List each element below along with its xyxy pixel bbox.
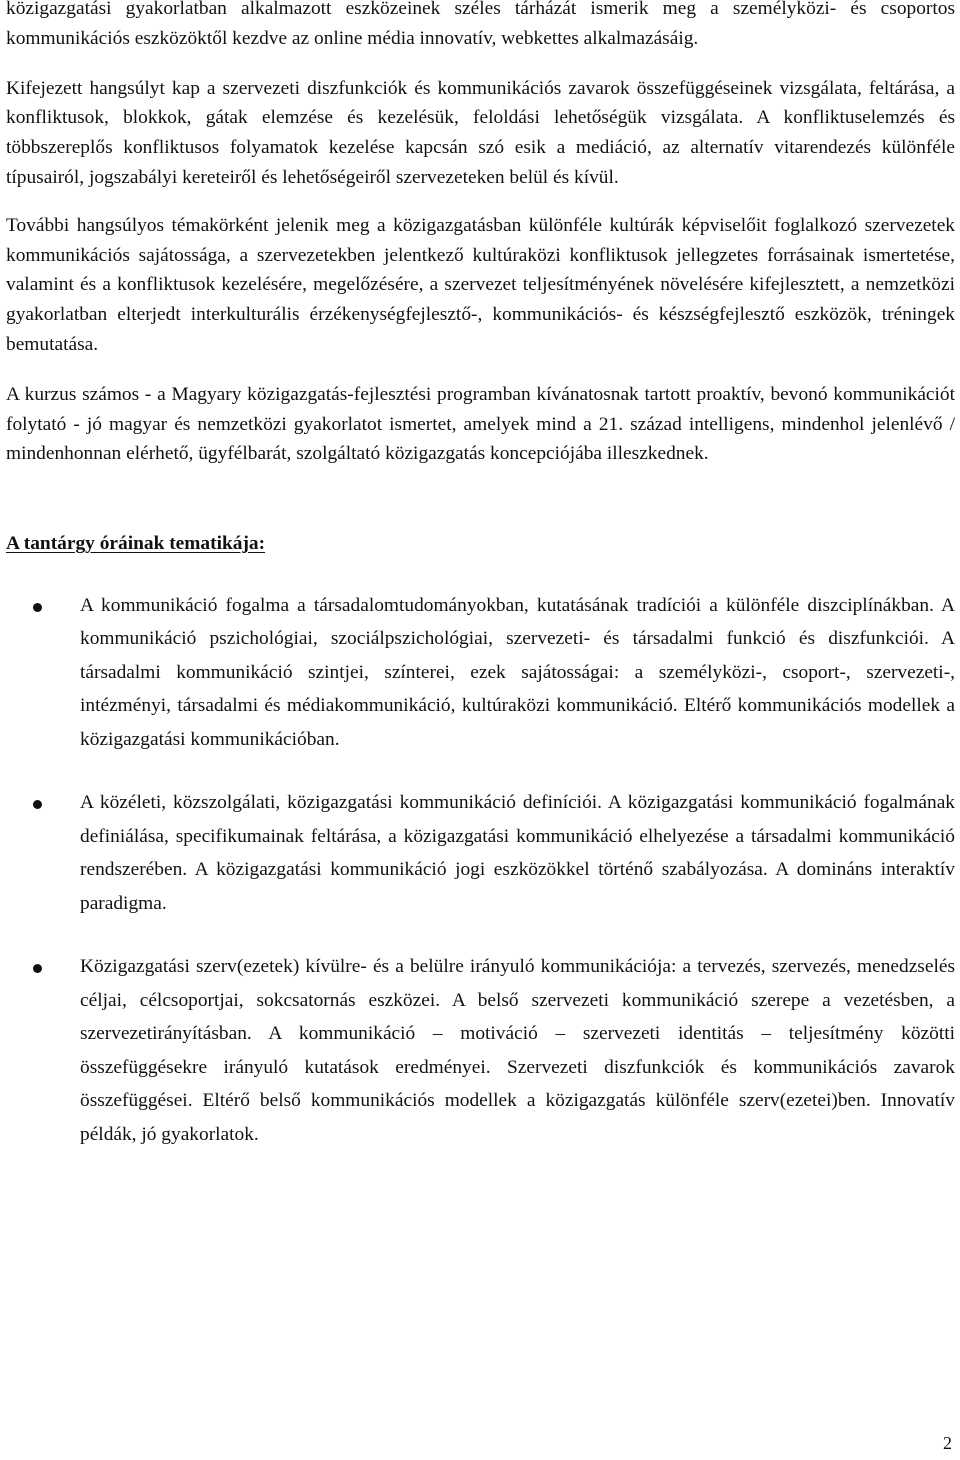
bullet-icon (33, 800, 42, 809)
page-number: 2 (943, 1433, 952, 1453)
topic-item (6, 950, 955, 1151)
document-page (6, 0, 955, 1181)
bullet-icon (33, 964, 42, 973)
paragraph-good-practices: A kurzus számos - a Magyary közigazgatás-fejlesztési programban kívánatosnak tartott proaktív, bevonó kommunikációt folytató - jó magyar és nemzetközi gyakorlatot ismertet, amelyek mind a 21. század intelligens, mindenhol jelenlévő / mindenhonnan elérhető, ügyfélbarát, szolgáltató közigazgatás koncepciójába illeszkednek. (6, 383, 955, 465)
section-heading: A tantárgy óráinak tematikája: (6, 533, 266, 555)
topic-text: Közigazgatási szerv(ezetek) kívülre- és a belülre irányuló kommunikációja: a tervezés, szervezés, menedzselés céljai, célcsoportjai, sokcsatornás eszközei. A belső szervezeti kommunikáció szerepe a vezetésben, a szervezetirányításban. A kommunikáció – motiváció – szervezeti identitás – teljesítmény közötti összefüggésekre irányuló kutatások eredményei. Szervezeti diszfunkciók és kommunikációs zavarok összefüggései. Eltérő belső kommunikációs modellek a közigazgatás különféle szerv(ezetei)ben. Innovatív példák, jó gyakorlatok. (80, 956, 955, 1145)
topic-list (6, 589, 955, 1152)
topic-item (6, 786, 955, 920)
paragraph-dysfunctions: Kifejezett hangsúlyt kap a szervezeti diszfunkciók és kommunikációs zavarok összefüggéseinek vizsgálata, feltárása, a konfliktusok, blokkok, gátak elemzése és kezelésük, feloldási lehetőségük vizsgálata. A konfliktuselemzés és többszereplős konfliktusos folyamatok kezelése kapcsán szó esik a mediáció, az alternatív vitarendezés különféle típusairól, jogszabályi kereteiről és lehetőségeiről szervezeteken belül és kívül. (6, 77, 955, 188)
paragraph-intercultural: További hangsúlyos témakörként jelenik meg a közigazgatásban különféle kultúrák képviselőit foglalkozó szervezetek kommunikációs sajátossága, a szervezetekben jelentkező kultúraközi konfliktusok jellegzetes forrásainak ismertetése, valamint és a konfliktusok kezelésére, megelőzésére, a szervezet teljesítményének növelésére kifejlesztett, a nemzetközi gyakorlatban elterjedt interkulturális érzékenységfejlesztő-, kommunikációs- és készségfejlesztő eszközök, tréningek bemutatása. (6, 214, 955, 355)
topic-item (6, 589, 955, 757)
bullet-icon (33, 603, 42, 612)
topic-text: A kommunikáció fogalma a társadalomtudományokban, kutatásának tradíciói a különféle diszciplínákban. A kommunikáció pszichológiai, szociálpszichológiai, szervezeti- és társadalmi funkció és diszfunkciói. A társadalmi kommunikáció szintjei, színterei, ezek sajátosságai: a személyközi-, csoport-, szervezeti-, intézményi, társadalmi és médiakommunikáció, kultúraközi kommunikáció. Eltérő kommunikációs modellek a közigazgatási kommunikációban. (80, 594, 955, 750)
paragraph-intro-continuation: közigazgatási gyakorlatban alkalmazott eszközeinek széles tárházát ismerik meg a személyközi- és csoportos kommunikációs eszközöktől kezdve az online média innovatív, webkettes alkalmazásáig. (6, 0, 955, 49)
topic-text: A közéleti, közszolgálati, közigazgatási kommunikáció definíciói. A közigazgatási kommunikáció fogalmának definiálása, specifikumainak feltárása, a közigazgatási kommunikáció elhelyezése a társadalmi kommunikáció rendszerében. A közigazgatási kommunikáció jogi eszközökkel történő szabályozása. A domináns interaktív paradigma. (80, 792, 955, 914)
